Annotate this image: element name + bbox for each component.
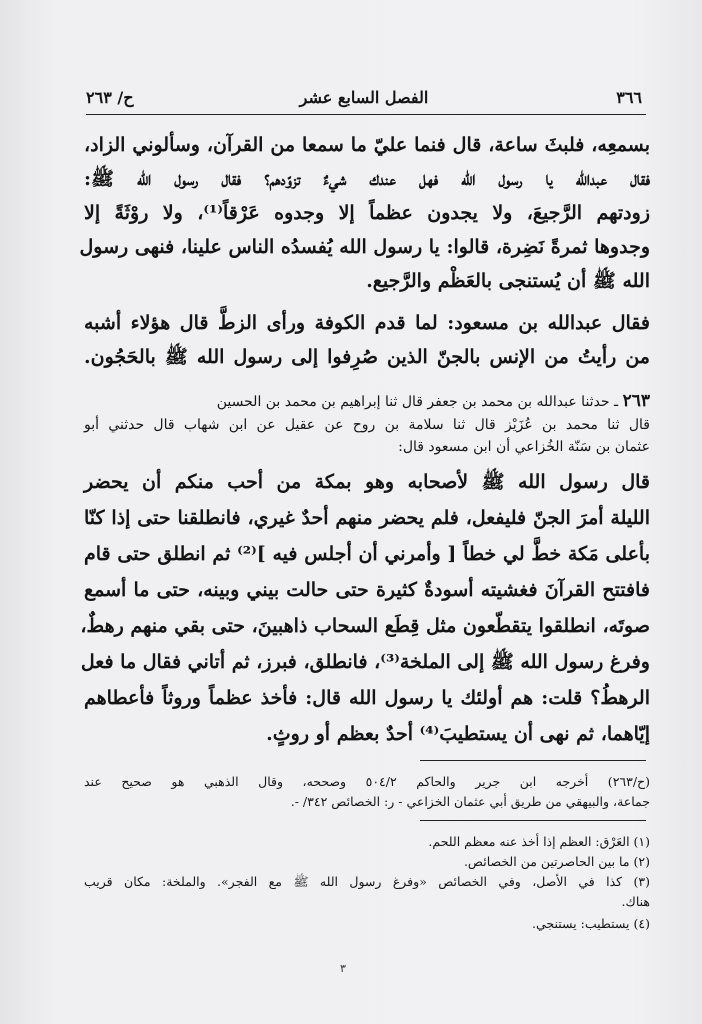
isnad-line: عثمان بن سَنّة الخُزاعي أن ابن مسعود قال: [398, 439, 650, 455]
body-line: من رأيتُ من الإنس بالجنّ الذين صُرِفوا إلى رسول الله ﷺ بالحَجُون. [84, 346, 650, 368]
body-line: بسمعِه، فلبثَ ساعة، قال فنما عليّ ما سمعا من القرآن، وسألوني الزاد، [84, 134, 650, 156]
body-line: وجدوها ثمرةً نَضِرة، قالوا: يا رسول الله يُفسدُه الناس علينا، فنهى رسول [79, 236, 650, 258]
body-line: الليلة أمرَ الجنّ فليفعل، فلم يحضر منهم أحدٌ غيري، فانطلقنا حتى إذا كنّا [84, 507, 650, 529]
body-line: بأعلى مَكة خطَّ لي خطاً [ وأمرني أن أجلس فيه ]⁽²⁾ ثم انطلق حتى قام [84, 543, 650, 565]
page-number: ٣٦٦ [616, 88, 642, 107]
header-rule [86, 114, 646, 115]
takhrij-line: (ح/٢٦٣) أخرجه ابن جرير والحاكم ٥٠٤/٢ وصححه، وقال الذهبي هو صحيح عند [84, 774, 651, 789]
footnote: (١) العَرْق: العظم إذا أخذ عنه معظم اللحم. [428, 834, 650, 849]
body-line: فافتتح القرآنَ فغشيته أسودةٌ كثيرة حتى حالت بيني وبينه، حتى ما أسمع [84, 579, 650, 601]
isnad-line: ٢٦٣ ـ حدثنا عبدالله بن محمد بن جعفر قال ثنا إبراهيم بن محمد بن الحسين [216, 391, 650, 411]
chapter-title: الفصل السابع عشر [299, 88, 429, 107]
body-line: فقال عبدالله بن مسعود: لما قدم الكوفة ورأى الزطَّ قال هؤلاء أشبه [84, 312, 650, 334]
footnote: (٤) يستطيب: يستنجي. [532, 916, 650, 931]
isnad-line: قال ثنا محمد بن عُزَيْز قال ثنا سلامة بن روح عن عقيل عن ابن شهاب قال حدثني أبو [84, 417, 650, 433]
footnote: (٣) كذا في الأصل، وفي الخصائص «وفرغ رسول الله ﷺ مع الفجر». والملخة: مكان قريب [84, 874, 650, 889]
body-line: إيّاهما، ثم نهى أن يستطيبَ⁽⁴⁾ أحدٌ بعظم أو روثٍ. [266, 723, 650, 745]
body-line: زودتهم الرَّجيعَ، ولا يجدون عظماً إلا وجدوه عَرْقاً⁽¹⁾، ولا روْثَةً إلا [84, 202, 650, 224]
body-line: قال رسول الله ﷺ لأصحابه وهو بمكة من أحب منكم أن يحضر [84, 471, 650, 493]
footnote: (٢) ما بين الحاصرتين من الخصائص. [463, 854, 650, 869]
footnote: هناك. [621, 894, 650, 909]
takhrij-line: جماعة، والبيهقي من طريق أبي عثمان الخزاعي - ر: الخصائص ٣٤٢/ -. [290, 794, 650, 809]
body-line: الرهطُ؟ قلت: هم أولئك يا رسول الله قال: فأخذ عظماً وروثاً فأعطاهم [84, 687, 650, 709]
body-line: وفرغ رسول الله ﷺ إلى الملخة⁽³⁾، فانطلق، فبرز، ثم أتاني فقال ما فعل [80, 651, 650, 673]
hadith-reference: ح/ ٢٦٣ [86, 88, 134, 107]
body-line: الله ﷺ أن يُستنجى بالعَظْم والرَّجيع. [366, 270, 650, 292]
folio-mark: ٣ [340, 962, 346, 975]
hadith-number: ٢٦٣ [622, 391, 650, 411]
running-header [86, 88, 642, 114]
body-line: فقال عبدالله يا رسول الله فهل عندك شيءٌ تزوّدهم؟ فقال رسول الله ﷺ: [84, 168, 650, 190]
footnote-separator [420, 760, 646, 761]
footnote-separator [420, 820, 646, 821]
body-line: صوتَه، انطلقوا يتقطّعون مثل قِطَع السحاب ذاهبينَ، حتى بقي منهم رهطٌ، [80, 615, 650, 637]
